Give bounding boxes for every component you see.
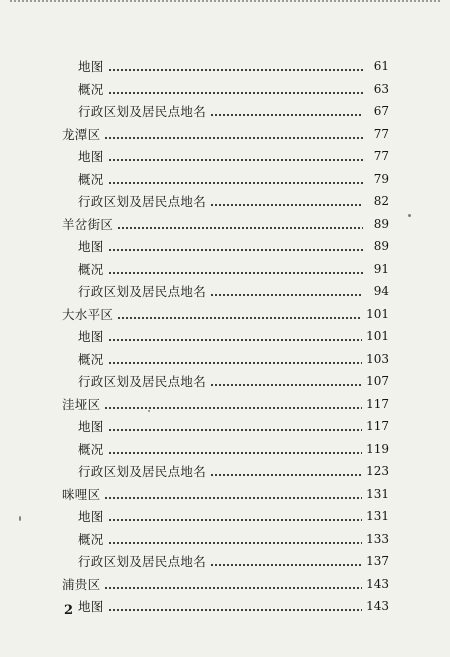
dot-leader — [108, 263, 363, 275]
dot-leader — [117, 218, 363, 230]
toc-entry-page: 131 — [366, 509, 389, 523]
toc-subentry — [0, 550, 390, 572]
toc-entry-page: 137 — [366, 554, 389, 568]
toc-entry-label: 地图 — [78, 329, 104, 344]
toc-entry-page: 82 — [373, 194, 389, 208]
dot-leader — [108, 600, 362, 612]
toc-entry-page: 143 — [366, 599, 389, 613]
dot-leader — [108, 173, 363, 185]
toc-entry-page: 143 — [366, 576, 389, 591]
toc-entry-label: 咪哩区 — [62, 486, 101, 502]
toc-entry-page: 94 — [373, 284, 389, 298]
toc-entry-label: 行政区划及居民点地名 — [78, 374, 207, 389]
toc-entry-page: 77 — [373, 126, 389, 141]
toc-subentry — [0, 190, 390, 212]
toc-entry-page: 117 — [366, 396, 389, 411]
scan-edge-marks — [10, 0, 440, 10]
toc-entry-page: 119 — [366, 441, 389, 456]
toc-entry-label: 地图 — [78, 239, 104, 254]
dot-leader — [108, 420, 362, 432]
toc-entry-label: 大水平区 — [62, 306, 114, 322]
toc-entry-label: 行政区划及居民点地名 — [78, 554, 207, 569]
toc-entry-label: 行政区划及居民点地名 — [78, 284, 207, 299]
dot-leader — [104, 578, 362, 590]
dot-leader — [108, 240, 363, 252]
toc-entry-label: 行政区划及居民点地名 — [78, 464, 207, 479]
toc-section-entry — [0, 573, 390, 595]
toc-section-entry — [0, 213, 390, 235]
dot-leader — [117, 308, 362, 320]
toc-entry-label: 地图 — [78, 509, 104, 524]
toc-entry-page: 107 — [366, 374, 389, 388]
toc-entry-page: 103 — [366, 351, 389, 366]
dot-leader — [210, 105, 363, 117]
toc-subentry — [0, 145, 390, 167]
dot-leader — [108, 150, 363, 162]
toc-subentry — [0, 415, 390, 437]
dot-leader — [108, 353, 362, 365]
toc-subentry — [0, 460, 390, 482]
toc-entry-label: 地图 — [78, 419, 104, 434]
toc-entry-page: 79 — [373, 171, 389, 186]
toc-entry-page: 61 — [373, 59, 389, 73]
scan-speck — [408, 214, 411, 217]
dot-leader — [108, 60, 363, 72]
toc-section-entry — [0, 393, 390, 415]
toc-entry-page: 89 — [373, 239, 389, 253]
toc-subentry — [0, 78, 390, 100]
toc-entry-label: 羊岔街区 — [62, 216, 114, 232]
toc-subentry — [0, 325, 390, 347]
toc-entry-page: 101 — [366, 306, 389, 321]
dot-leader — [108, 510, 362, 522]
toc-subentry — [0, 168, 390, 190]
toc-entry-label: 龙潭区 — [62, 126, 101, 142]
toc-entry-label: 概况 — [78, 171, 104, 187]
toc-entry-label: 行政区划及居民点地名 — [78, 194, 207, 209]
toc-subentry — [0, 280, 390, 302]
toc-entry-label: 概况 — [78, 441, 104, 457]
toc-subentry — [0, 100, 390, 122]
scan-speck — [148, 410, 150, 412]
dot-leader — [210, 195, 363, 207]
toc-section-entry — [0, 123, 390, 145]
toc-entry-label: 地图 — [78, 599, 104, 614]
toc-subentry — [0, 505, 390, 527]
toc-entry-label: 概况 — [78, 81, 104, 97]
dot-leader — [210, 375, 362, 387]
dot-leader — [210, 285, 363, 297]
toc-entry-label: 概况 — [78, 531, 104, 547]
dot-leader — [104, 128, 363, 140]
dot-leader — [210, 555, 362, 567]
scan-speck — [19, 516, 21, 521]
toc-entry-label: 地图 — [78, 59, 104, 74]
toc-entry-page: 123 — [366, 464, 389, 478]
toc-entry-label: 地图 — [78, 149, 104, 164]
toc-entry-label: 概况 — [78, 261, 104, 277]
toc-subentry — [0, 348, 390, 370]
toc-subentry — [0, 235, 390, 257]
toc-subentry — [0, 528, 390, 550]
page-number: 2 — [64, 603, 74, 618]
toc-section-entry — [0, 483, 390, 505]
dot-leader — [104, 398, 362, 410]
dot-leader — [108, 533, 362, 545]
toc-entry-page: 67 — [373, 104, 389, 118]
toc-entry-page: 131 — [366, 486, 389, 501]
toc-subentry — [0, 258, 390, 280]
dot-leader — [210, 465, 362, 477]
toc-entry-label: 洼垭区 — [62, 396, 101, 412]
toc-subentry — [0, 370, 390, 392]
toc-subentry — [0, 55, 390, 77]
toc-subentry — [0, 438, 390, 460]
toc-entry-label: 行政区划及居民点地名 — [78, 104, 207, 119]
toc-entry-page: 77 — [373, 149, 389, 163]
toc-entry-page: 117 — [366, 419, 389, 433]
toc-entry-page: 89 — [373, 216, 389, 231]
toc-entry-page: 101 — [366, 329, 389, 343]
toc-entry-page: 91 — [373, 261, 389, 276]
dot-leader — [104, 488, 362, 500]
toc-subentry — [0, 595, 390, 617]
toc-entry-label: 概况 — [78, 351, 104, 367]
toc-entry-page: 63 — [373, 81, 389, 96]
toc-entry-page: 133 — [366, 531, 389, 546]
toc-entry-label: 浦贵区 — [62, 576, 101, 592]
dot-leader — [108, 443, 362, 455]
dot-leader — [108, 83, 363, 95]
toc-section-entry — [0, 303, 390, 325]
dot-leader — [108, 330, 362, 342]
